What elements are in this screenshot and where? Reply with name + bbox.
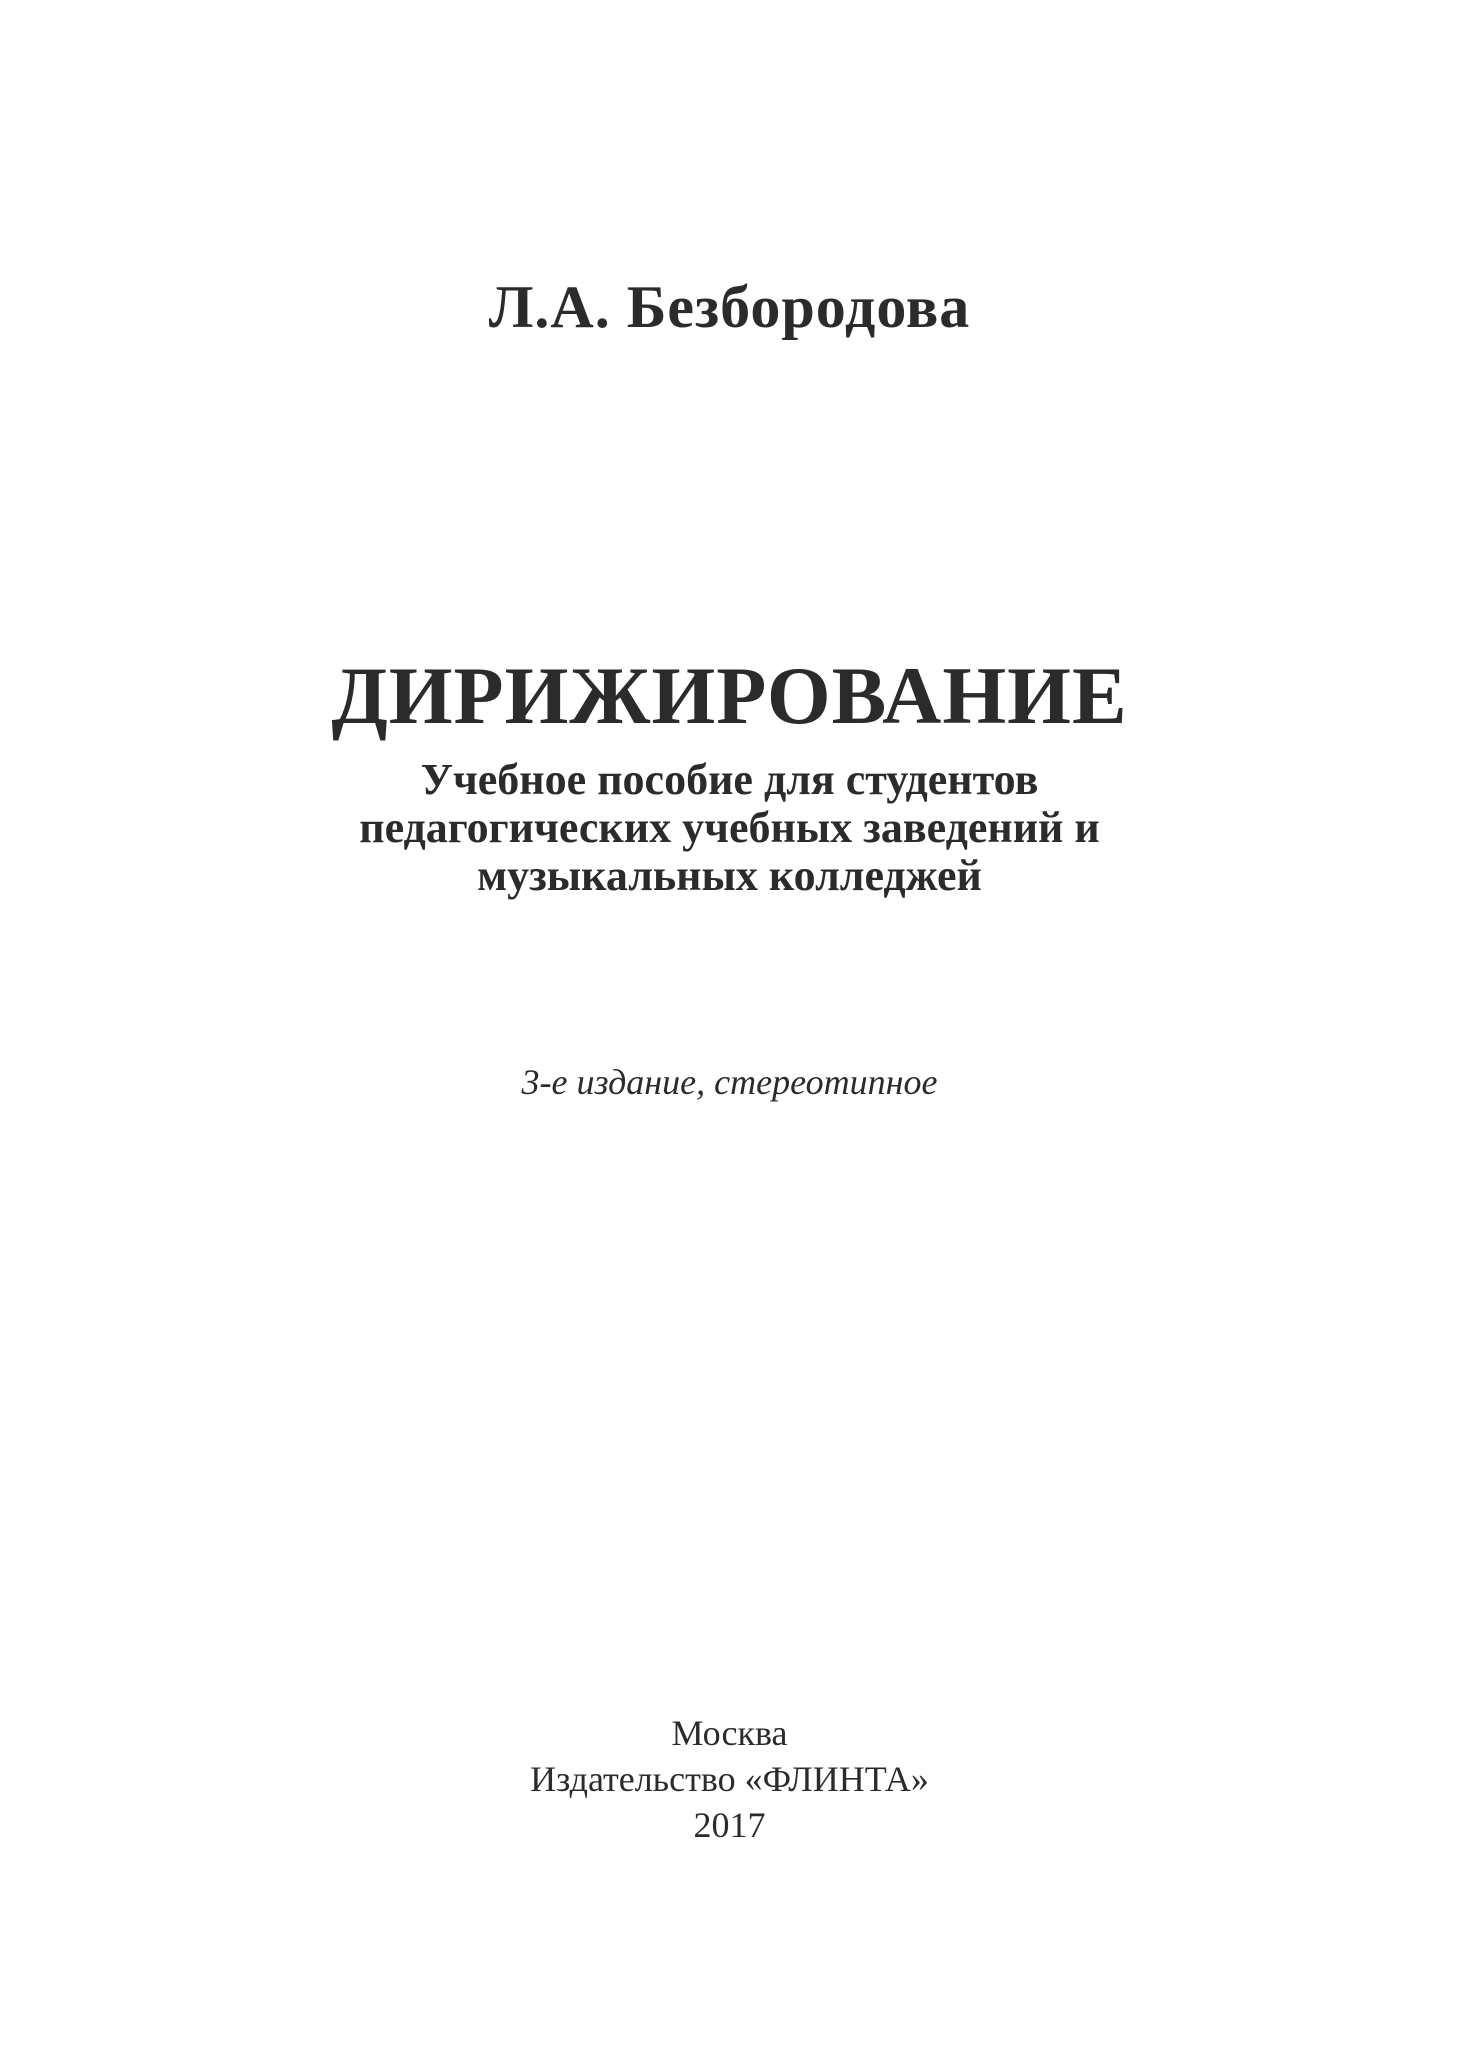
subtitle-line: музыкальных колледжей (477, 851, 982, 900)
edition-note: 3-е издание, стереотипное (521, 1062, 938, 1102)
author-name: Л.А. Безбородова (488, 274, 971, 340)
imprint-year: 2017 (693, 1805, 766, 1845)
book-subtitle (0, 756, 1459, 900)
imprint (0, 1710, 1459, 1848)
imprint-publisher: Издательство «ФЛИНТА» (530, 1759, 929, 1799)
imprint-city: Москва (671, 1713, 788, 1753)
book-title: ДИРИЖИРОВАНИЕ (331, 650, 1128, 741)
subtitle-line: Учебное пособие для студентов (420, 755, 1039, 804)
subtitle-line: педагогических учебных заведений и (359, 803, 1100, 852)
